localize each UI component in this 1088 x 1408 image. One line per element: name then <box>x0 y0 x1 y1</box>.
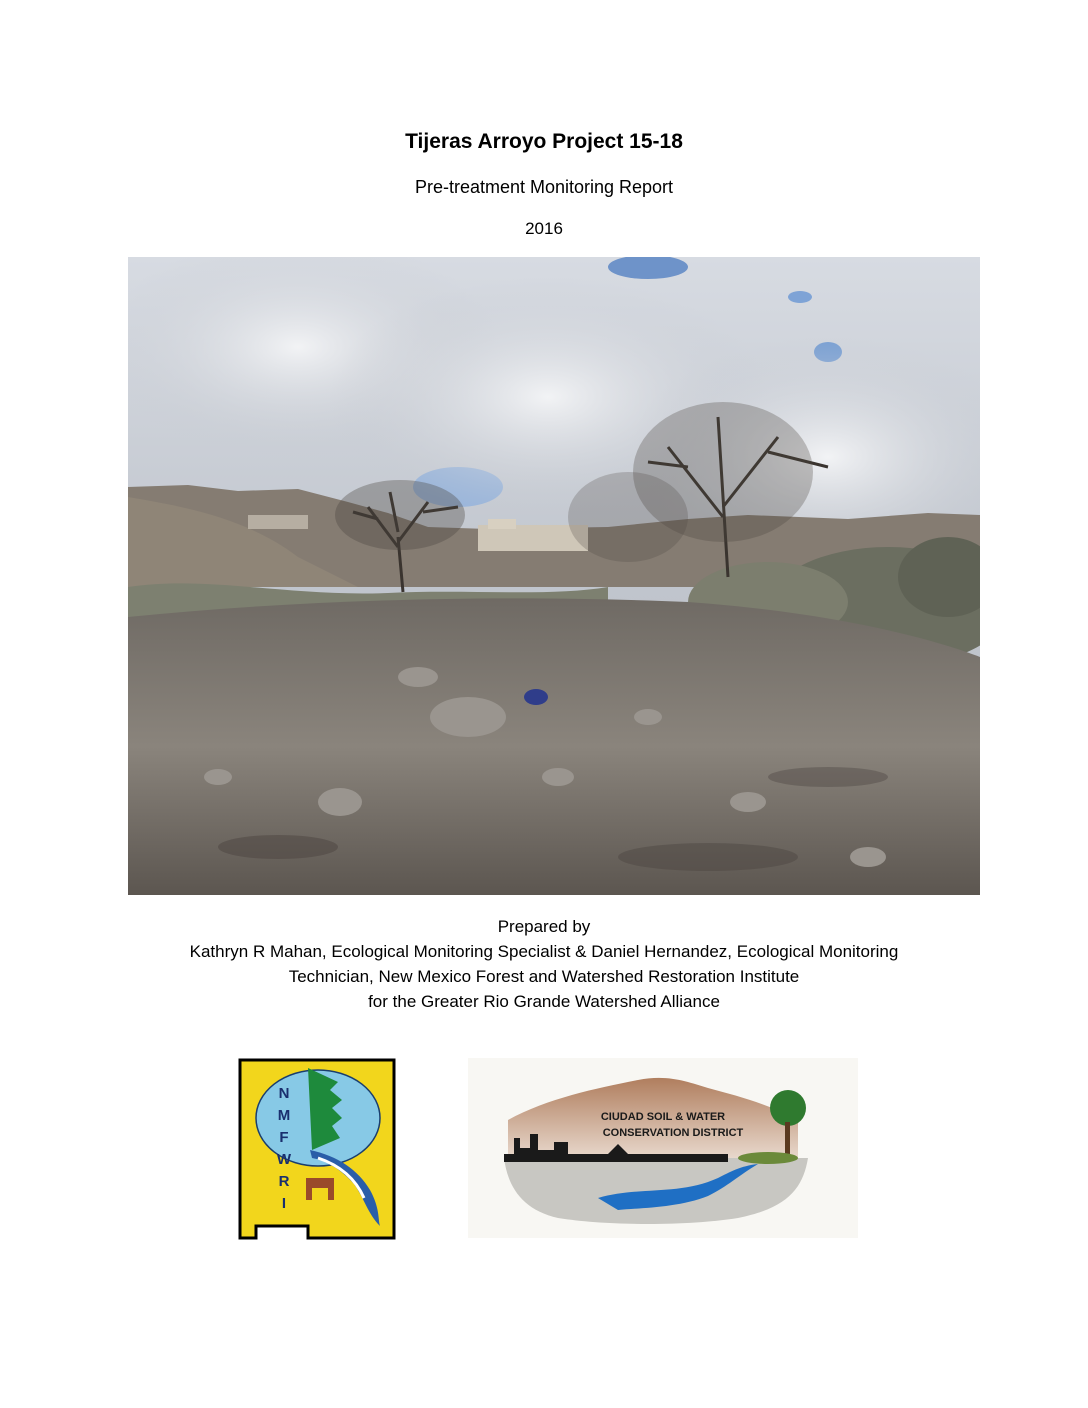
document-year: 2016 <box>525 219 563 238</box>
credits-block <box>0 914 1088 1014</box>
document-title: Tijeras Arroyo Project 15-18 <box>405 130 683 153</box>
document-subtitle: Pre-treatment Monitoring Report <box>414 177 674 197</box>
ciudad-logo-line-1: CIUDAD SOIL & WATER <box>600 1111 726 1123</box>
credits-line-1: Kathryn R Mahan, Ecological Monitoring Specialist & Daniel Hernandez, Ecological Monitoring <box>189 942 899 961</box>
credits-line-2: Technician, New Mexico Forest and Watershed Restoration Institute <box>288 967 800 986</box>
cover-photo <box>128 257 980 895</box>
svg-text:R: R <box>278 1173 290 1190</box>
ciudad-logo-line-2: CONSERVATION DISTRICT <box>602 1127 744 1139</box>
prepared-by-heading: Prepared by <box>497 917 591 936</box>
credits-line-3: for the Greater Rio Grande Watershed Alliance <box>368 992 720 1011</box>
svg-text:F: F <box>279 1129 289 1146</box>
arroyo-landscape-photo <box>128 257 980 895</box>
svg-text:M: M <box>277 1107 291 1124</box>
nmfwri-logo <box>238 1058 396 1240</box>
svg-text:I: I <box>281 1195 287 1212</box>
svg-text:N: N <box>278 1085 290 1102</box>
svg-text:W: W <box>276 1151 292 1168</box>
ciudad-swcd-logo <box>468 1058 858 1238</box>
